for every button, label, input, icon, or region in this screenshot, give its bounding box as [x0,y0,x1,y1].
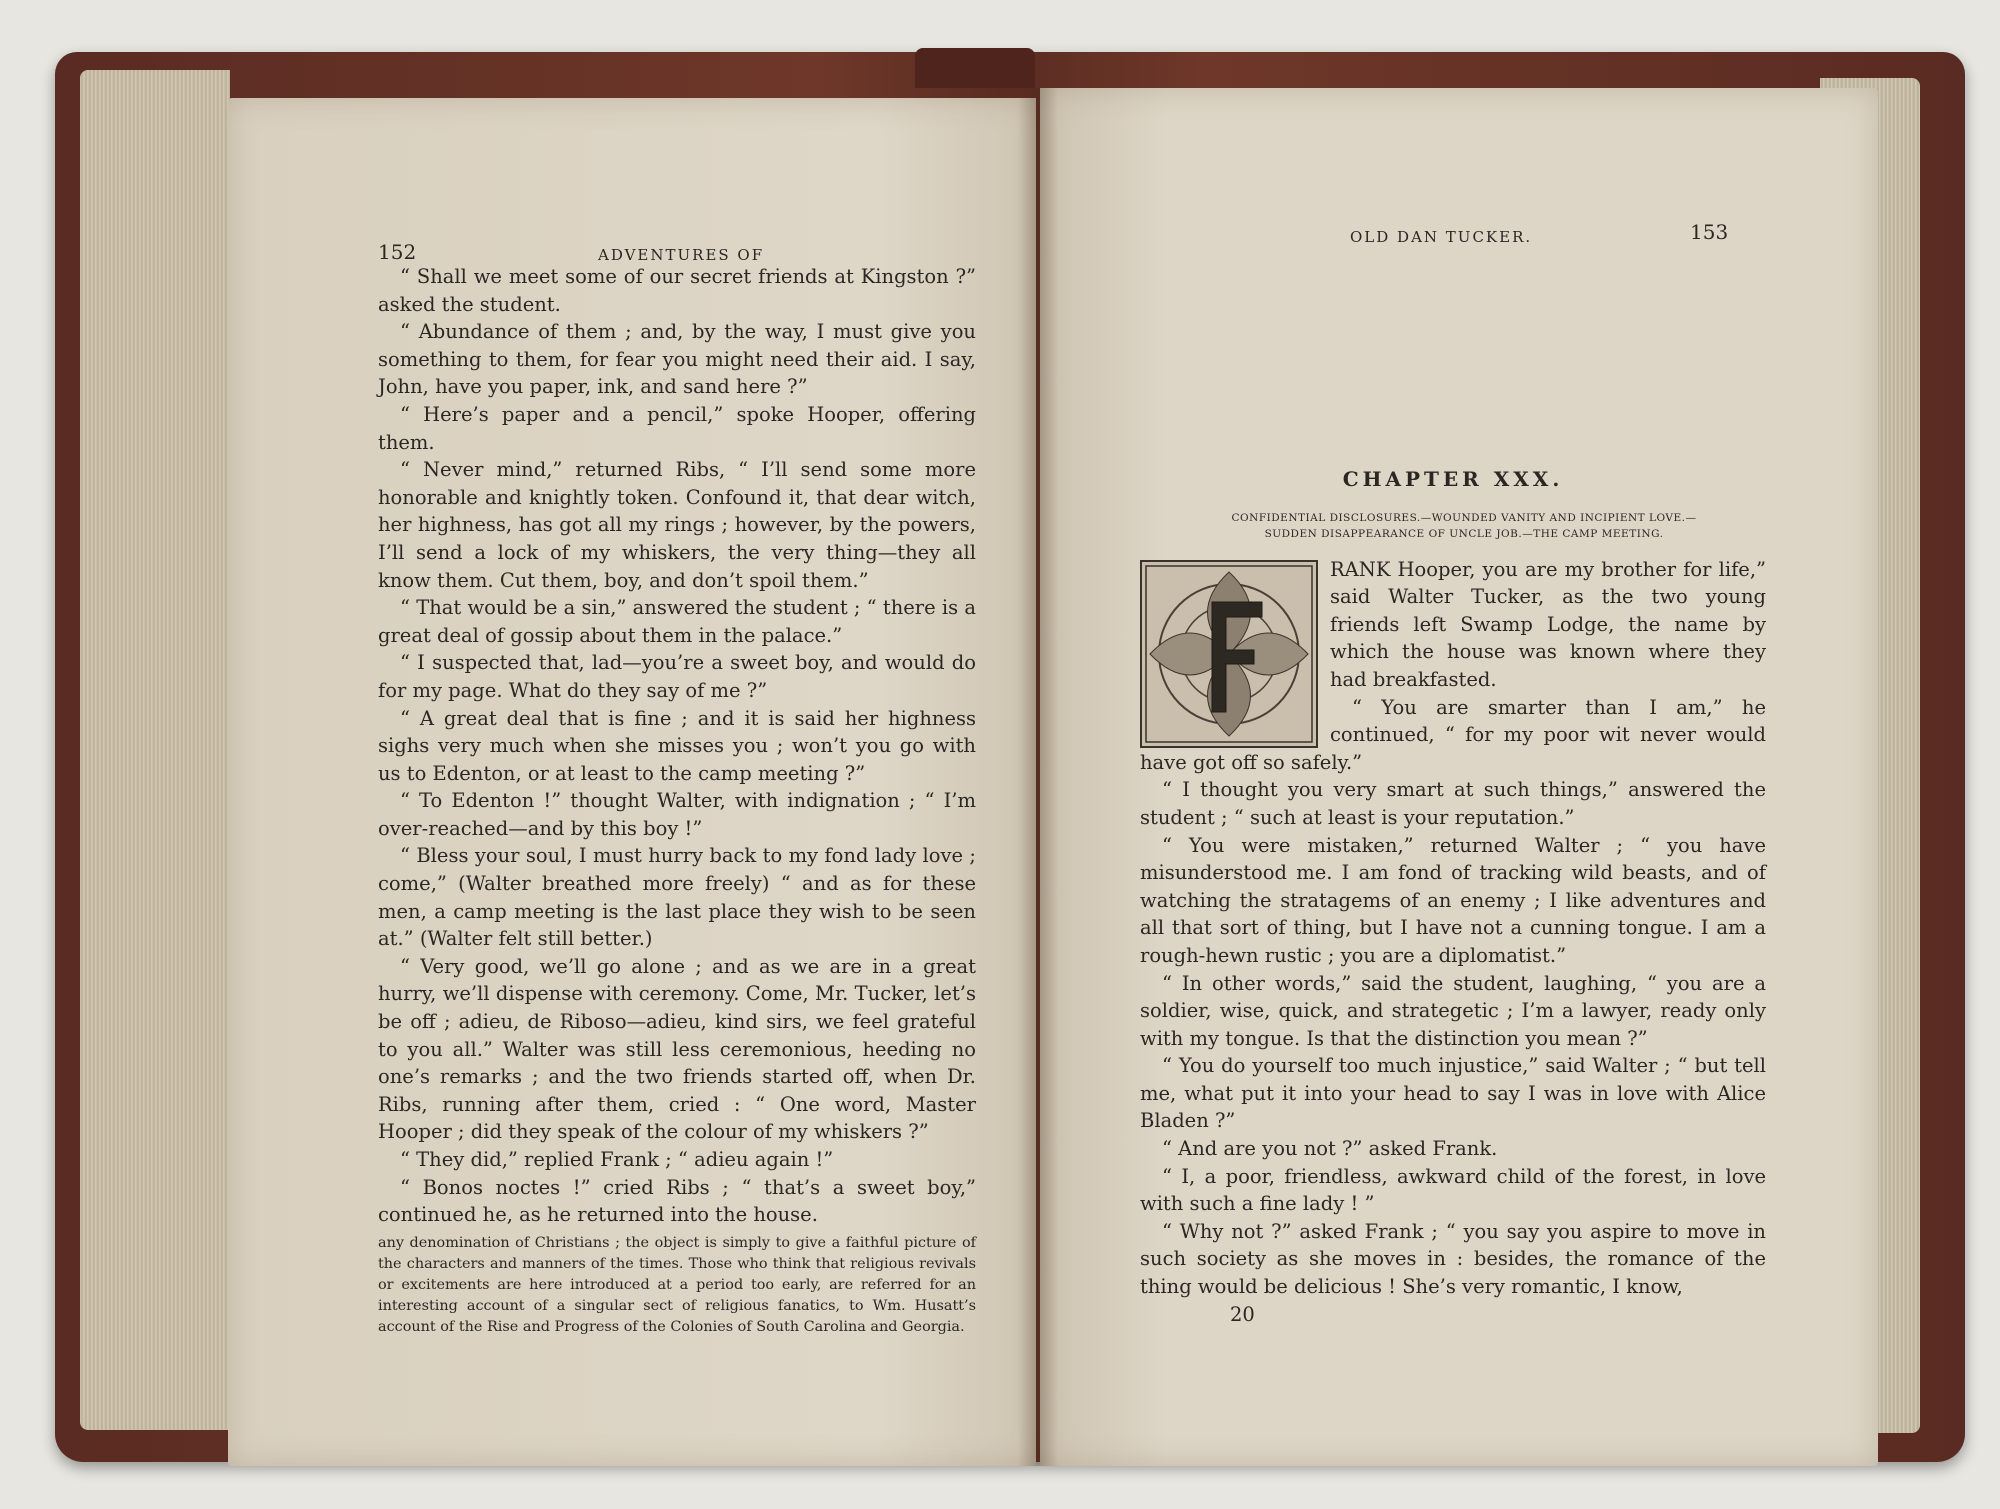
paragraph: “ Abundance of them ; and, by the way, I must give you something to them, for fear you might need their aid. I say, John, have you paper, ink, and sand here ?” [378,320,976,399]
book-gutter [1018,88,1058,1466]
chapter-title: CHAPTER XXX. [1342,467,1564,491]
chapter-subtitle: CONFIDENTIAL DISCLOSURES.—WOUNDED VANITY AND INCIPIENT LOVE.— [1231,511,1697,524]
paragraph: “ You were mistaken,” returned Walter ; “ you have misunderstood me. I am fond of tracking wild beasts, and of watching the stratagems of an enemy ; I like adventures and all that sort of thing, but I have not a cunning tongue. I am a rough-hewn rustic ; you are a diplomatist.” [1140,833,1766,967]
paragraph: “ I thought you very smart at such things,” answered the student ; “ such at least is your reputation.” [1140,778,1766,829]
chapter-subtitle: SUDDEN DISAPPEARANCE OF UNCLE JOB.—THE CAMP MEETING. [1264,527,1664,540]
paragraph: “ You are smarter than I am,” he continued, “ for my poor wit never would have got off so safely.” [1140,695,1766,774]
right-page-number: 153 [1690,220,1729,244]
paragraph: “ They did,” replied Frank ; “ adieu again !” [400,1148,834,1171]
footnote [378,1233,976,1338]
paragraph: “ Here’s paper and a pencil,” spoke Hooper, offering them. [378,402,976,454]
ornamental-drop-cap [1140,560,1318,748]
book-spine [915,48,1035,88]
paragraph: “ You do yourself too much injustice,” said Walter ; “ but tell me, what put it into your head to say I was in love with Alice Bladen ?” [1140,1054,1766,1133]
page-edges-left [80,70,230,1430]
signature-mark: 20 [1230,1302,1255,1326]
left-running-head: ADVENTURES OF [598,246,765,264]
paragraph: “ Why not ?” asked Frank ; “ you say you aspire to move in such society as she moves in : besides, the romance of the thing would be delicious ! She’s very romantic, I know, [1140,1219,1766,1299]
footnote-text: any denomination of Christians ; the object is simply to give a faithful picture of the characters and manners of the times. Those who think that religious revivals or excitements are here introduced at a period too early, are referred for an interesting account of a singular sect of religious fanatics, to Wm. Husatt’s account of the Rise and Progress of the Colonies of South Carolina and Georgia. [378,1234,976,1335]
right-page [1040,88,1878,1466]
paragraph: “ And are you not ?” asked Frank. [1162,1137,1498,1161]
opening-lead-word: RANK [1330,557,1391,581]
paragraph: “ Shall we meet some of our secret friends at Kingston ?” asked the student. [378,265,976,316]
paragraph: “ Very good, we’ll go alone ; and as we are in a great hurry, we’ll dispense with ceremony. Come, Mr. Tucker, let’s be off ; adieu, de Riboso—adieu, kind sirs, we feel grateful to you all.” Walter was still less ceremonious, heeding no one’s remarks ; and the two friends started off, when Dr. Ribs, running after them, cried : “ One word, Master Hooper ; did they speak of the colour of my whiskers ?” [378,954,976,1144]
paragraph: “ A great deal that is fine ; and it is said her highness sighs very much when she misses you ; won’t you go with us to Edenton, or at least to the camp meeting ?” [378,706,976,785]
paragraph: “ I, a poor, friendless, awkward child of the forest, in love with such a fine lady ! ” [1140,1164,1766,1216]
right-page-text [1140,466,1766,1328]
left-page [228,98,1036,1466]
left-page-number: 152 [378,240,417,264]
paragraph: “ That would be a sin,” answered the student ; “ there is a great deal of gossip about them in the palace.” [378,596,976,647]
opening-text: Hooper, you are my brother for life,” said Walter Tucker, as the two young friends left Swamp Lodge, the name by which the house was known where they had breakfasted. [1330,557,1766,691]
drop-cap-ornament [1142,562,1316,746]
paragraph: “ To Edenton !” thought Walter, with indignation ; “ I’m over-reached—and by this boy !” [378,789,976,840]
paragraph: “ I suspected that, lad—you’re a sweet boy, and would do for my page. What do they say of me ?” [378,651,976,702]
paragraph: “ Bless your soul, I must hurry back to my fond lady love ; come,” (Walter breathed more freely) “ and as for these men, a camp meeting is the last place they wish to be seen at.” (Walter felt still better.) [378,844,976,951]
paragraph: “ Bonos noctes !” cried Ribs ; “ that’s a sweet boy,” continued he, as he returned into the house. [378,1175,976,1227]
paragraph: “ Never mind,” returned Ribs, “ I’ll send some more honorable and knightly token. Confound it, that dear witch, her highness, has got all my rings ; however, by the powers, I’ll send a lock of my whiskers, the very thing—they all know them. Cut them, boy, and don’t spoil them.” [378,458,976,592]
right-running-head: OLD DAN TUCKER. [1350,228,1533,246]
left-page-text [378,263,976,1338]
paragraph: “ In other words,” said the student, laughing, “ you are a soldier, wise, quick, and strategetic ; I’m a lawyer, ready only with my tongue. Is that the distinction you mean ?” [1140,971,1766,1050]
